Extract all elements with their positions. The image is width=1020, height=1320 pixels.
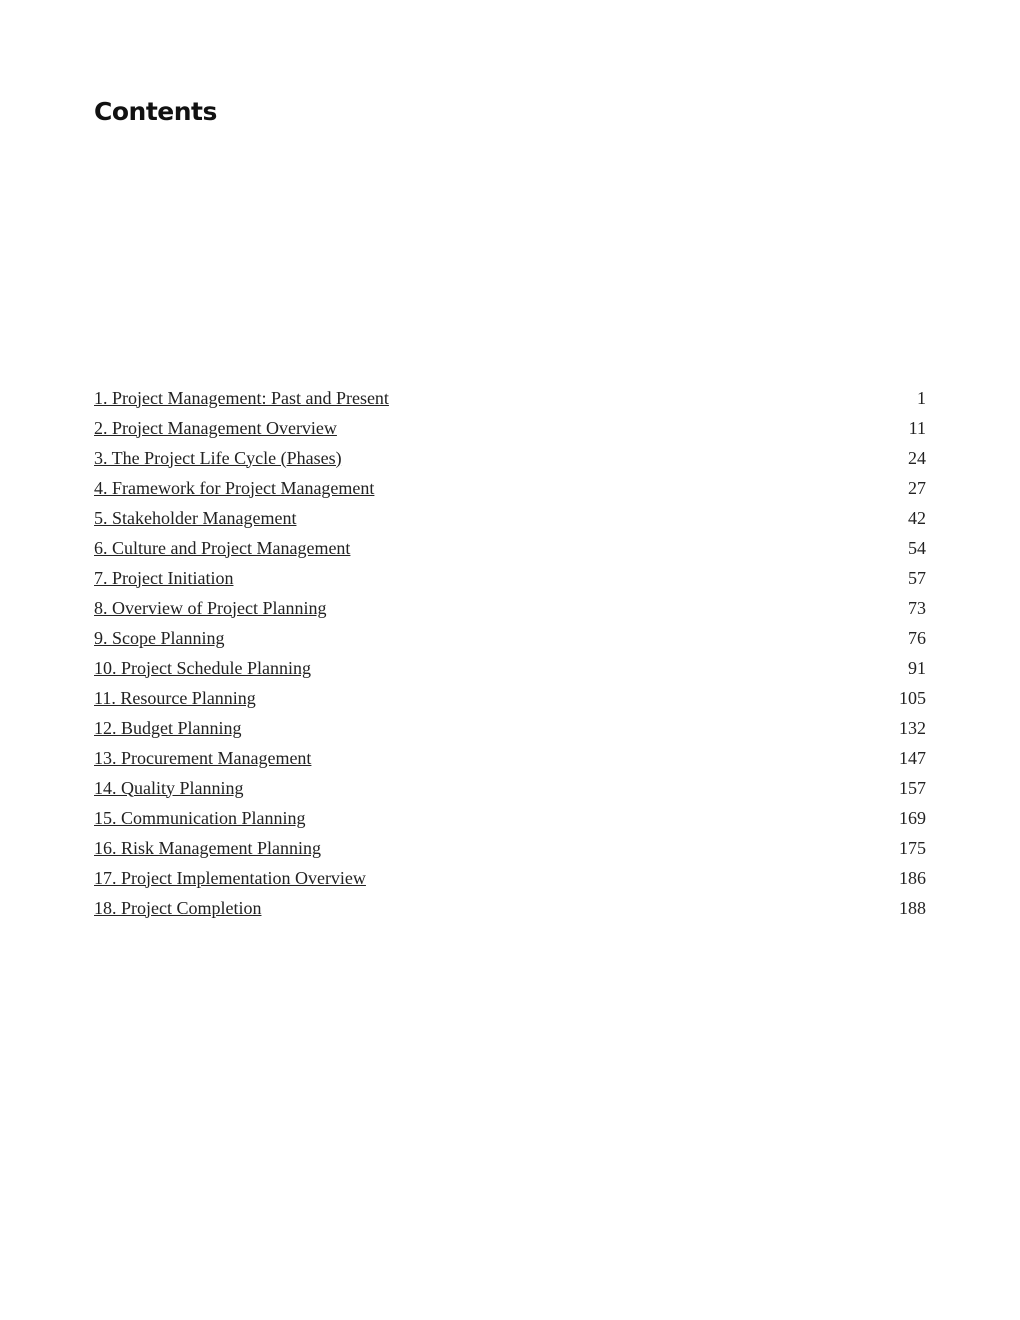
toc-entry bbox=[94, 383, 926, 413]
toc-entry-link[interactable]: 8. Overview of Project Planning bbox=[94, 597, 327, 618]
toc-entry-link[interactable]: 9. Scope Planning bbox=[94, 627, 225, 648]
toc-entry bbox=[94, 413, 926, 443]
toc-entry-link[interactable]: 12. Budget Planning bbox=[94, 717, 242, 738]
toc-entry bbox=[94, 533, 926, 563]
toc-page-number: 73 bbox=[908, 597, 926, 618]
toc-entry bbox=[94, 623, 926, 653]
toc-page-number: 132 bbox=[899, 717, 926, 738]
toc-entry-link[interactable]: 14. Quality Planning bbox=[94, 777, 244, 798]
toc-entry-link[interactable]: 5. Stakeholder Management bbox=[94, 507, 297, 528]
toc-entry-link[interactable]: 15. Communication Planning bbox=[94, 807, 306, 828]
toc-entry bbox=[94, 503, 926, 533]
toc-page-number: 76 bbox=[908, 627, 926, 648]
toc-entry-link[interactable]: 13. Procurement Management bbox=[94, 747, 312, 768]
toc-entry-link[interactable]: 11. Resource Planning bbox=[94, 687, 256, 708]
toc-entry bbox=[94, 593, 926, 623]
toc-page-number: 54 bbox=[908, 537, 926, 558]
toc-page-number: 42 bbox=[908, 507, 926, 528]
toc-entry-link[interactable]: 18. Project Completion bbox=[94, 897, 262, 918]
toc-entry bbox=[94, 803, 926, 833]
toc-page-number: 175 bbox=[899, 837, 926, 858]
toc-page-number: 186 bbox=[899, 867, 926, 888]
toc-entry-link[interactable]: 3. The Project Life Cycle (Phases) bbox=[94, 447, 342, 468]
table-of-contents bbox=[94, 383, 926, 923]
toc-entry bbox=[94, 473, 926, 503]
toc-page-number: 157 bbox=[899, 777, 926, 798]
toc-page-number: 24 bbox=[908, 447, 926, 468]
page-title: Contents bbox=[94, 97, 217, 126]
toc-page-number: 188 bbox=[899, 897, 926, 918]
toc-page-number: 147 bbox=[899, 747, 926, 768]
toc-entry bbox=[94, 653, 926, 683]
toc-entry bbox=[94, 563, 926, 593]
toc-entry bbox=[94, 743, 926, 773]
toc-entry-link[interactable]: 7. Project Initiation bbox=[94, 567, 234, 588]
toc-page-number: 27 bbox=[908, 477, 926, 498]
toc-entry-link[interactable]: 16. Risk Management Planning bbox=[94, 837, 321, 858]
toc-entry bbox=[94, 863, 926, 893]
toc-page-number: 11 bbox=[908, 417, 926, 438]
toc-page-number: 105 bbox=[899, 687, 926, 708]
toc-page-number: 91 bbox=[908, 657, 926, 678]
toc-entry-link[interactable]: 6. Culture and Project Management bbox=[94, 537, 351, 558]
toc-entry-link[interactable]: 17. Project Implementation Overview bbox=[94, 867, 366, 888]
toc-page-number: 169 bbox=[899, 807, 926, 828]
toc-entry bbox=[94, 713, 926, 743]
toc-entry-link[interactable]: 1. Project Management: Past and Present bbox=[94, 387, 389, 408]
toc-entry bbox=[94, 683, 926, 713]
toc-entry bbox=[94, 833, 926, 863]
toc-entry-link[interactable]: 10. Project Schedule Planning bbox=[94, 657, 311, 678]
toc-page-number: 1 bbox=[917, 387, 926, 408]
toc-entry bbox=[94, 773, 926, 803]
toc-entry-link[interactable]: 2. Project Management Overview bbox=[94, 417, 337, 438]
toc-page-number: 57 bbox=[908, 567, 926, 588]
toc-entry bbox=[94, 893, 926, 923]
toc-entry-link[interactable]: 4. Framework for Project Management bbox=[94, 477, 375, 498]
toc-entry bbox=[94, 443, 926, 473]
